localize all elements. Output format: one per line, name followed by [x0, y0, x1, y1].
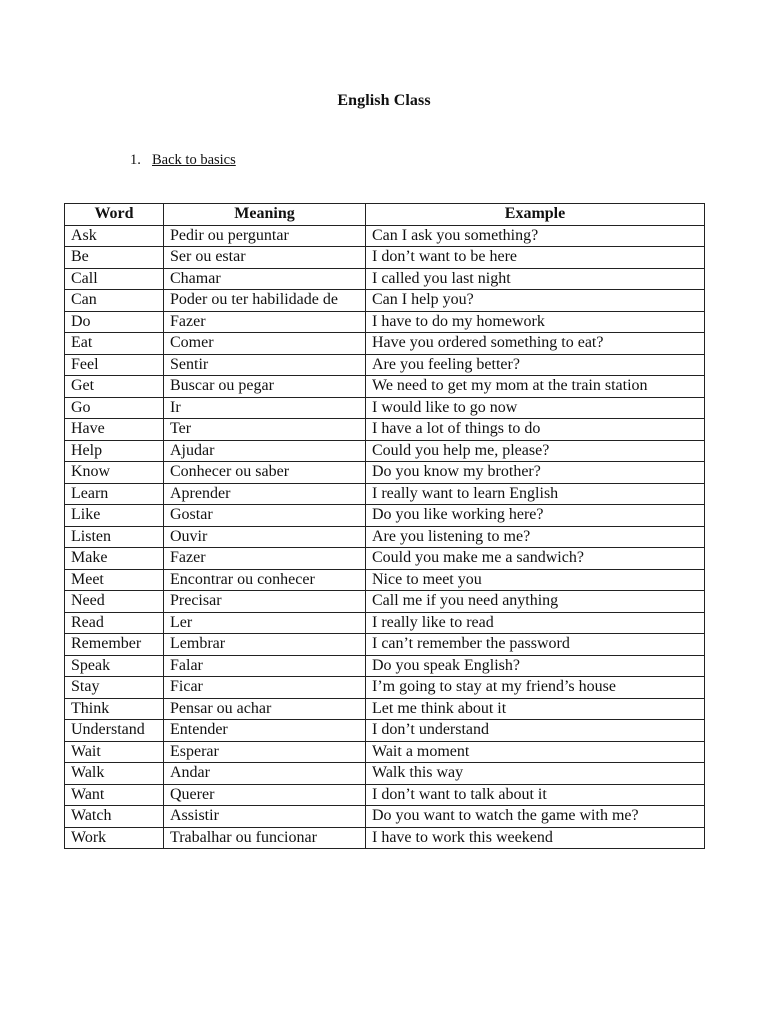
cell-word: Understand — [65, 720, 164, 742]
header-word: Word — [65, 204, 164, 226]
cell-example: I have to do my homework — [366, 311, 705, 333]
cell-example: Do you speak English? — [366, 655, 705, 677]
cell-example: I called you last night — [366, 268, 705, 290]
cell-example: Are you feeling better? — [366, 354, 705, 376]
cell-example: Can I help you? — [366, 290, 705, 312]
section-heading — [130, 152, 236, 169]
page-title: English Class — [337, 92, 431, 109]
cell-word: Think — [65, 698, 164, 720]
cell-example: I don’t want to be here — [366, 247, 705, 269]
cell-meaning: Ter — [164, 419, 366, 441]
table-row — [65, 505, 705, 527]
cell-example: Are you listening to me? — [366, 526, 705, 548]
cell-word: Eat — [65, 333, 164, 355]
cell-example: We need to get my mom at the train station — [366, 376, 705, 398]
cell-word: Speak — [65, 655, 164, 677]
header-row — [65, 204, 705, 226]
cell-meaning: Pensar ou achar — [164, 698, 366, 720]
table-row — [65, 333, 705, 355]
cell-word: Can — [65, 290, 164, 312]
cell-example: I really want to learn English — [366, 483, 705, 505]
table-row — [65, 483, 705, 505]
table-row — [65, 354, 705, 376]
section-label: Back to basics — [152, 152, 236, 168]
cell-word: Wait — [65, 741, 164, 763]
table-row — [65, 569, 705, 591]
cell-example: Do you know my brother? — [366, 462, 705, 484]
cell-example: Do you like working here? — [366, 505, 705, 527]
cell-example: I have a lot of things to do — [366, 419, 705, 441]
cell-example: I don’t want to talk about it — [366, 784, 705, 806]
cell-meaning: Ler — [164, 612, 366, 634]
cell-meaning: Aprender — [164, 483, 366, 505]
cell-meaning: Ir — [164, 397, 366, 419]
cell-meaning: Chamar — [164, 268, 366, 290]
cell-example: I don’t understand — [366, 720, 705, 742]
cell-example: I really like to read — [366, 612, 705, 634]
header-example: Example — [366, 204, 705, 226]
table-body — [65, 225, 705, 849]
cell-word: Ask — [65, 225, 164, 247]
cell-word: Have — [65, 419, 164, 441]
cell-word: Meet — [65, 569, 164, 591]
table-row — [65, 548, 705, 570]
cell-example: Could you make me a sandwich? — [366, 548, 705, 570]
cell-example: Call me if you need anything — [366, 591, 705, 613]
cell-meaning: Comer — [164, 333, 366, 355]
cell-word: Read — [65, 612, 164, 634]
table-row — [65, 311, 705, 333]
table-row — [65, 591, 705, 613]
table-row — [65, 655, 705, 677]
cell-word: Make — [65, 548, 164, 570]
cell-example: Let me think about it — [366, 698, 705, 720]
table-row — [65, 247, 705, 269]
cell-meaning: Pedir ou perguntar — [164, 225, 366, 247]
cell-meaning: Lembrar — [164, 634, 366, 656]
table-row — [65, 763, 705, 785]
cell-example: Can I ask you something? — [366, 225, 705, 247]
table-row — [65, 827, 705, 849]
cell-example: Do you want to watch the game with me? — [366, 806, 705, 828]
table-row — [65, 268, 705, 290]
vocabulary-table — [64, 203, 705, 849]
cell-word: Know — [65, 462, 164, 484]
cell-word: Like — [65, 505, 164, 527]
cell-meaning: Entender — [164, 720, 366, 742]
cell-word: Get — [65, 376, 164, 398]
cell-meaning: Ouvir — [164, 526, 366, 548]
table-row — [65, 440, 705, 462]
table-row — [65, 612, 705, 634]
cell-meaning: Precisar — [164, 591, 366, 613]
table-row — [65, 376, 705, 398]
table-row — [65, 806, 705, 828]
cell-word: Learn — [65, 483, 164, 505]
cell-example: Walk this way — [366, 763, 705, 785]
cell-meaning: Buscar ou pegar — [164, 376, 366, 398]
cell-word: Listen — [65, 526, 164, 548]
cell-meaning: Falar — [164, 655, 366, 677]
table-row — [65, 784, 705, 806]
cell-word: Feel — [65, 354, 164, 376]
cell-example: I would like to go now — [366, 397, 705, 419]
table-row — [65, 741, 705, 763]
cell-word: Be — [65, 247, 164, 269]
cell-meaning: Fazer — [164, 548, 366, 570]
cell-meaning: Ficar — [164, 677, 366, 699]
cell-meaning: Trabalhar ou funcionar — [164, 827, 366, 849]
cell-meaning: Poder ou ter habilidade de — [164, 290, 366, 312]
cell-example: Have you ordered something to eat? — [366, 333, 705, 355]
table-row — [65, 526, 705, 548]
table-row — [65, 720, 705, 742]
cell-example: I can’t remember the password — [366, 634, 705, 656]
table-row — [65, 225, 705, 247]
header-meaning: Meaning — [164, 204, 366, 226]
cell-word: Need — [65, 591, 164, 613]
cell-word: Help — [65, 440, 164, 462]
cell-meaning: Fazer — [164, 311, 366, 333]
table-row — [65, 634, 705, 656]
cell-word: Stay — [65, 677, 164, 699]
cell-meaning: Querer — [164, 784, 366, 806]
cell-meaning: Assistir — [164, 806, 366, 828]
cell-meaning: Sentir — [164, 354, 366, 376]
cell-meaning: Conhecer ou saber — [164, 462, 366, 484]
cell-meaning: Gostar — [164, 505, 366, 527]
table-row — [65, 397, 705, 419]
cell-word: Watch — [65, 806, 164, 828]
cell-meaning: Encontrar ou conhecer — [164, 569, 366, 591]
cell-example: I’m going to stay at my friend’s house — [366, 677, 705, 699]
cell-word: Want — [65, 784, 164, 806]
cell-word: Walk — [65, 763, 164, 785]
cell-example: I have to work this weekend — [366, 827, 705, 849]
table-header — [65, 204, 705, 226]
cell-word: Work — [65, 827, 164, 849]
cell-meaning: Ajudar — [164, 440, 366, 462]
table-row — [65, 698, 705, 720]
cell-word: Go — [65, 397, 164, 419]
cell-word: Call — [65, 268, 164, 290]
cell-meaning: Andar — [164, 763, 366, 785]
table-row — [65, 290, 705, 312]
cell-meaning: Esperar — [164, 741, 366, 763]
cell-example: Wait a moment — [366, 741, 705, 763]
cell-meaning: Ser ou estar — [164, 247, 366, 269]
table-row — [65, 419, 705, 441]
cell-word: Remember — [65, 634, 164, 656]
table-row — [65, 677, 705, 699]
table-row — [65, 462, 705, 484]
cell-word: Do — [65, 311, 164, 333]
cell-example: Nice to meet you — [366, 569, 705, 591]
section-number: 1. — [130, 152, 141, 168]
cell-example: Could you help me, please? — [366, 440, 705, 462]
